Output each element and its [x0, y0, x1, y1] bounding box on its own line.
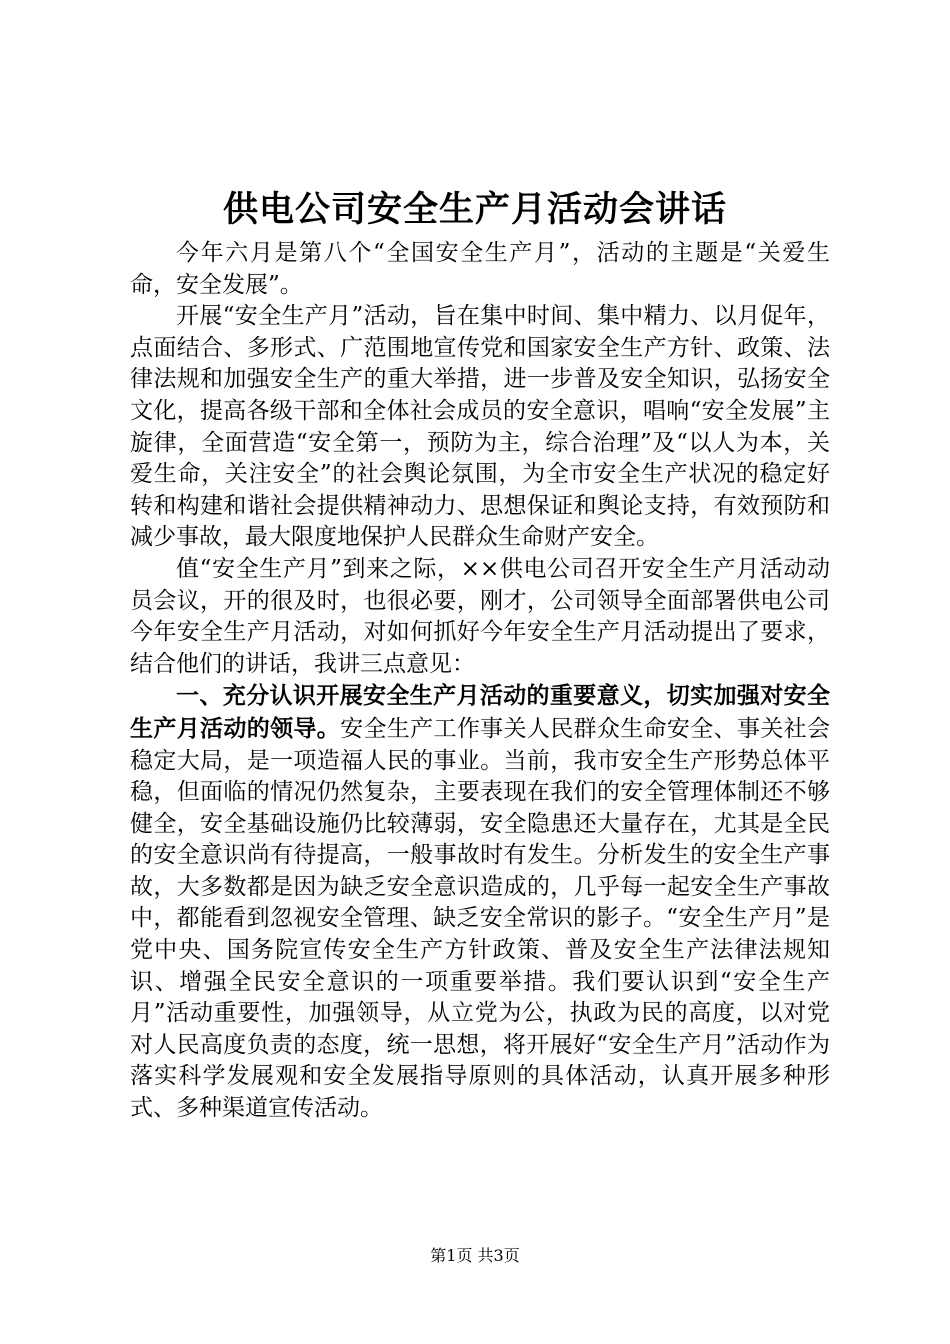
page-number-footer: 第1页 共3页 [430, 1246, 520, 1265]
section-one-heading: 一、充分认识开展安全生产月活动的重要意义，切实加强对安全生产月活动的领导。 [130, 682, 830, 742]
paragraph-meeting: 值“安全生产月”到来之际，××供电公司召开安全生产月活动动员会议，开的很及时，也很必要，刚才，公司领导全面部署供电公司今年安全生产月活动，对如何抓好今年安全生产月活动提出了要求，结合他们的讲话，我讲三点意见： [130, 555, 830, 677]
paragraph-purpose: 开展“安全生产月”活动，旨在集中时间、集中精力、以月促年，点面结合、多形式、广范围地宣传党和国家安全生产方针、政策、法律法规和加强安全生产的重大举措，进一步普及安全知识，弘扬安全文化，提高各级干部和全体社会成员的安全意识，唱响“安全发展”主旋律，全面营造“安全第一，预防为主，综合治理”及“以人为本，关爱生命，关注安全”的社会舆论氛围，为全市安全生产状况的稳定好转和构建和谐社会提供精神动力、思想保证和舆论支持，有效预防和减少事故，最大限度地保护人民群众生命财产安全。 [130, 303, 830, 551]
document-body [130, 238, 830, 1125]
paragraph-theme: 今年六月是第八个“全国安全生产月”，活动的主题是“关爱生命，安全发展”。 [130, 240, 830, 298]
section-one-text: 安全生产工作事关人民群众生命安全、事关社会稳定大局，是一项造福人民的事业。当前，我市安全生产形势总体平稳，但面临的情况仍然复杂，主要表现在我们的安全管理体制还不够健全，安全基础设施仍比较薄弱，安全隐患还大量存在，尤其是全民的安全意识尚有待提高，一般事故时有发生。分析发生的安全生产事故，大多数都是因为缺乏安全意识造成的，几乎每一起安全生产事故中，都能看到忽视安全管理、缺乏安全常识的影子。“安全生产月”是党中央、国务院宣传安全生产方针政策、普及安全生产法律法规知识、增强全民安全意识的一项重要举措。我们要认识到“安全生产月”活动重要性，加强领导，从立党为公，执政为民的高度，以对党对人民高度负责的态度，统一思想，将开展好“安全生产月”活动作为落实科学发展观和安全发展指导原则的具体活动，认真开展多种形式、多种渠道宣传活动。 [130, 715, 831, 1122]
document-title: 供电公司安全生产月活动会讲话 [222, 189, 727, 230]
section-one [130, 680, 830, 1124]
